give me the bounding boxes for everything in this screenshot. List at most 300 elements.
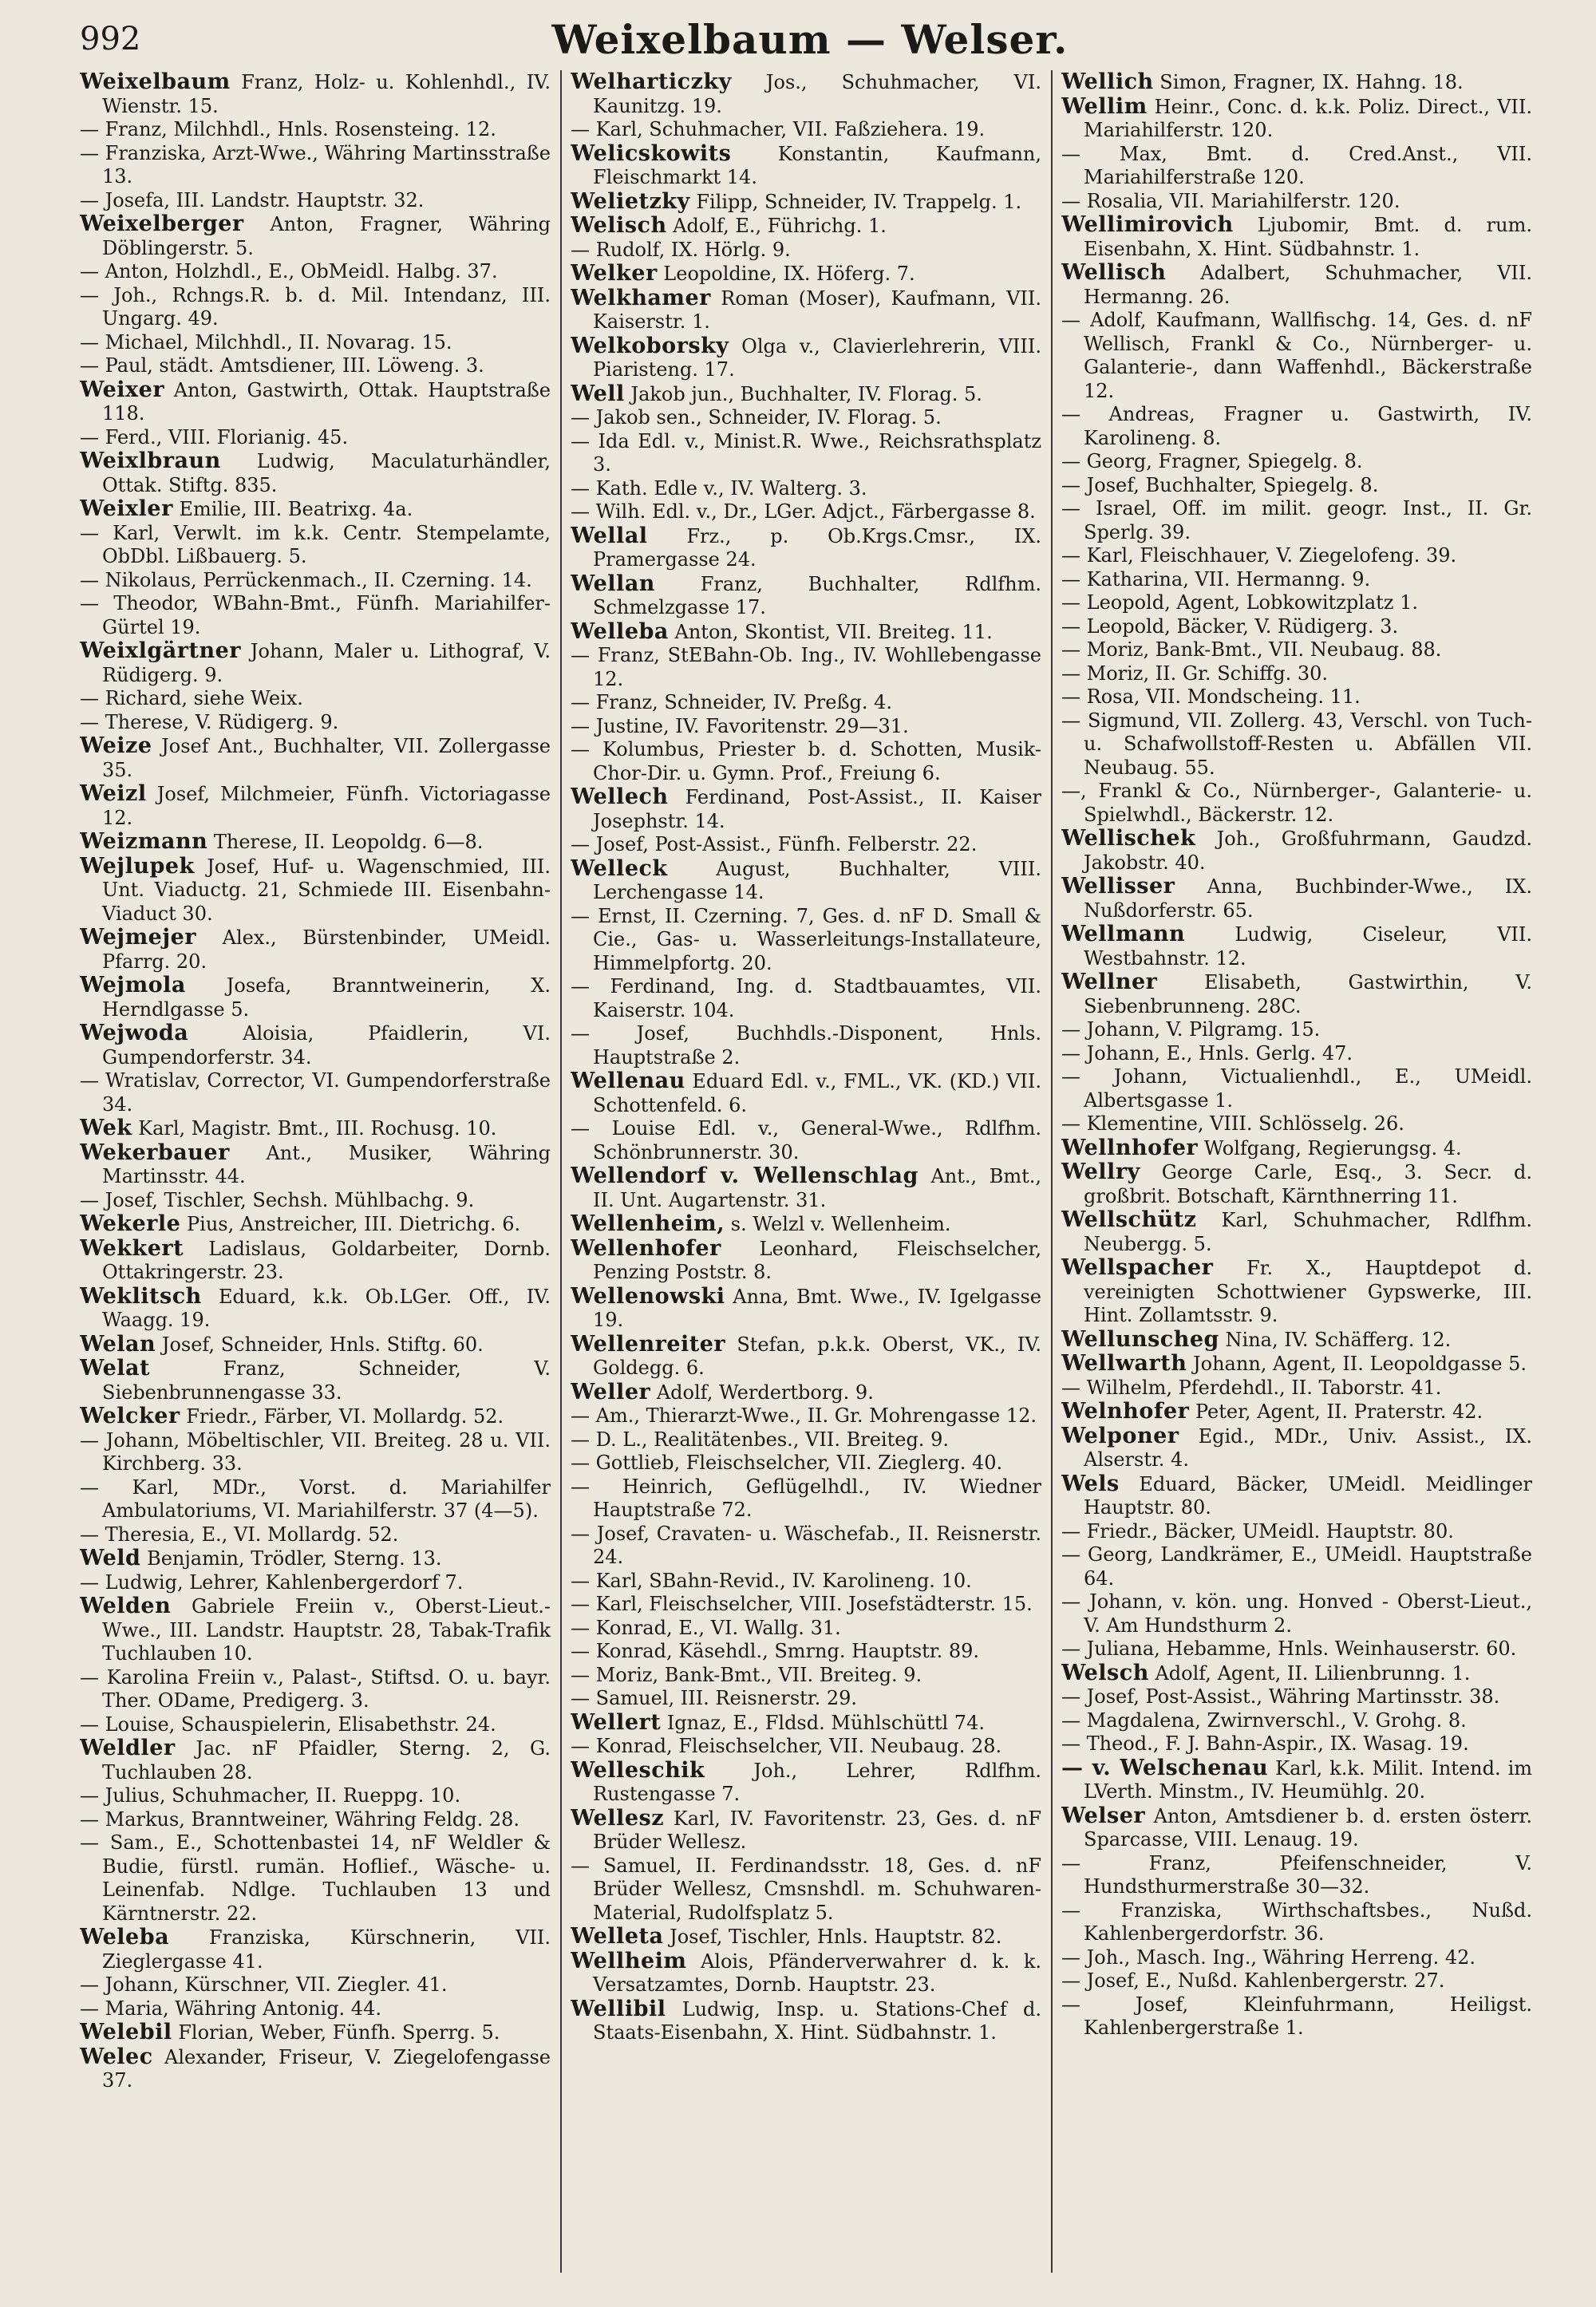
entry-details: — Justine, IV. Favoritenstr. 29—31. <box>571 714 909 737</box>
entry-details: — Gottlieb, Fleischselcher, VII. Zieglerg. 40. <box>571 1452 1003 1474</box>
entry-details: — Georg, Fragner, Spiegelg. 8. <box>1061 450 1363 472</box>
entry-details: — Leopold, Agent, Lobkowitzplatz 1. <box>1061 591 1418 614</box>
entry-surname: Welcker <box>80 1404 180 1428</box>
directory-entry <box>571 691 1041 715</box>
entry-details: — Samuel, II. Ferdinandsstr. 18, Ges. d. nF Brüder Wellesz, Cmsnshdl. m. Schuhwaren-Material, Rudolfsplatz 5. <box>571 1854 1041 1924</box>
entry-details: Adolf, Agent, II. Lilienbrunng. 1. <box>1148 1661 1471 1685</box>
entry-details: Stefan, p.k.k. Oberst, VK., IV. Goldegg. 6. <box>593 1333 1041 1379</box>
directory-entry <box>1061 1685 1532 1709</box>
directory-entry <box>571 1404 1041 1428</box>
entry-details: — Franziska, Arzt-Wwe., Währing Martinsstraße 13. <box>80 141 551 188</box>
directory-entry <box>571 500 1041 524</box>
entry-details: — Ferd., VIII. Florianig. 45. <box>80 425 349 448</box>
entry-details: — Maria, Währing Antonig. 44. <box>80 1997 381 2020</box>
entry-details: Franziska, Kürschnerin, VII. Zieglergasse 41. <box>102 1926 551 1973</box>
entry-details: Josef, Schneider, Hnls. Stiftg. 60. <box>156 1333 484 1356</box>
directory-entry <box>571 905 1041 976</box>
directory-entry <box>571 262 1041 286</box>
entry-details: Anton, Amtsdiener b. d. ersten österr. Sparcasse, VIII. Lenaug. 19. <box>1084 1804 1532 1851</box>
entry-details: Pius, Anstreicher, III. Dietrichg. 6. <box>180 1213 521 1235</box>
entry-details: George Carle, Esq., 3. Secr. d. großbrit. Botschaft, Kärnthnerring 11. <box>1084 1161 1532 1207</box>
directory-entry <box>1061 1756 1532 1804</box>
directory-entry <box>1061 1208 1532 1256</box>
directory-entry <box>571 382 1041 407</box>
entry-details: — Anton, Holzhdl., E., ObMeidl. Halbg. 37. <box>80 260 498 282</box>
directory-entry <box>1061 780 1532 827</box>
directory-entry <box>1061 970 1532 1018</box>
directory-entry <box>571 334 1041 382</box>
directory-entry <box>1061 827 1532 875</box>
entry-details: — Kolumbus, Priester b. d. Schotten, Musik-Chor-Dir. u. Gymn. Prof., Freiung 6. <box>571 738 1041 784</box>
directory-entry <box>1061 1328 1532 1353</box>
entry-details: — Kath. Edle v., IV. Walterg. 3. <box>571 476 867 500</box>
entry-details: Filipp, Schneider, IV. Trappelg. 1. <box>689 190 1022 213</box>
entry-details: Alexander, Friseur, V. Ziegelofengasse 37. <box>102 2045 551 2092</box>
directory-entry <box>80 189 551 213</box>
entry-details: Konstantin, Kaufmann, Fleischmarkt 14. <box>593 142 1041 188</box>
directory-entry <box>80 1713 551 1737</box>
entry-surname: Wellibil <box>571 1996 666 2021</box>
entry-surname: Welser <box>1061 1803 1146 1828</box>
entry-details: — Georg, Landkrämer, E., UMeidl. Hauptstraße 64. <box>1061 1543 1532 1590</box>
directory-entry <box>1061 1136 1532 1161</box>
entry-details: — Theodor, WBahn-Bmt., Fünfh. Mariahilfer-Gürtel 19. <box>80 592 551 638</box>
entry-surname: Wellisser <box>1061 874 1175 899</box>
directory-entry <box>1061 1400 1532 1424</box>
entry-details: Therese, II. Leopoldg. 6—8. <box>207 831 484 853</box>
directory-entry <box>80 331 551 355</box>
directory-entry <box>1061 403 1532 450</box>
entry-details: Joh., Lehrer, Rdlfhm. Rustengasse 7. <box>593 1759 1041 1805</box>
entry-details: Karl, IV. Favoritenstr. 23, Ges. d. nF Brüder Wellesz. <box>593 1807 1041 1853</box>
directory-entry <box>1061 1661 1532 1686</box>
entry-details: — Rosalia, VII. Mariahilferstr. 120. <box>1061 189 1400 212</box>
entry-surname: Wellenheim, <box>571 1211 725 1236</box>
directory-entry <box>571 1212 1041 1237</box>
directory-entry <box>571 1570 1041 1594</box>
entry-details: — Konrad, E., VI. Wallg. 31. <box>571 1616 841 1639</box>
entry-details: Olga v., Clavierlehrerin, VIII. Piaristeng. 17. <box>593 334 1041 381</box>
directory-entry <box>1061 568 1532 592</box>
directory-entry <box>571 477 1041 501</box>
entry-surname: Welietzky <box>571 188 690 214</box>
entry-details: Ant., Musiker, Währing Martinsstr. 44. <box>102 1141 551 1187</box>
entry-details: — Konrad, Käsehdl., Smrng. Hauptstr. 89. <box>571 1640 980 1662</box>
entry-surname: Wellendorf v. Wellenschlag <box>571 1163 918 1188</box>
entry-surname: Wejmola <box>80 973 186 997</box>
directory-entry <box>1061 638 1532 662</box>
entry-surname: Welan <box>80 1331 156 1357</box>
entry-details: Ladislaus, Goldarbeiter, Dornb. Ottakringerstr. 23. <box>102 1237 551 1283</box>
directory-entry <box>571 239 1041 263</box>
entry-details: Anna, Buchbinder-Wwe., IX. Nußdorferstr. 65. <box>1084 875 1532 922</box>
column-3 <box>1061 70 1532 2289</box>
entry-surname: Wellnhofer <box>1061 1135 1199 1160</box>
directory-entry <box>571 1997 1041 2045</box>
directory-entry <box>1061 1256 1532 1328</box>
entry-surname: Weize <box>80 733 152 758</box>
directory-entry <box>80 449 551 497</box>
directory-entry <box>1061 213 1532 261</box>
entry-surname: Wekerle <box>80 1211 181 1236</box>
entry-details: Anton, Skontist, VII. Breiteg. 11. <box>668 620 993 643</box>
entry-surname: Welleba <box>571 618 669 644</box>
entry-details: Jakob jun., Buchhalter, IV. Florag. 5. <box>624 382 982 405</box>
entry-details: — Sigmund, VII. Zollerg. 43, Verschl. von Tuch- u. Schafwollstoff-Resten u. Abfällen VII. Neubaug. 55. <box>1061 709 1532 779</box>
entry-details: — Samuel, III. Reisnerstr. 29. <box>571 1687 858 1709</box>
directory-entry <box>80 1021 551 1069</box>
directory-entry <box>1061 1590 1532 1637</box>
directory-entry <box>80 830 551 855</box>
directory-entry <box>1061 1732 1532 1756</box>
entry-details: Heinr., Conc. d. k.k. Poliz. Direct., VII. Mariahilferstr. 120. <box>1084 95 1532 141</box>
directory-entry <box>80 1571 551 1595</box>
entry-details: Wolfgang, Regierungsg. 4. <box>1198 1136 1462 1159</box>
entry-surname: Wek <box>80 1116 132 1140</box>
directory-entry <box>571 715 1041 739</box>
entry-surname: Welharticzky <box>571 70 732 94</box>
entry-details: Josef, Huf- u. Wagenschmied, III. Unt. Viaductg. 21, Schmiede III. Eisenbahn-Viaduct 30. <box>102 855 551 925</box>
entry-details: — Max, Bmt. d. Cred.Anst., VII. Mariahilferstraße 120. <box>1061 142 1532 188</box>
entry-details: Alex., Bürstenbinder, UMeidl. Pfarrg. 20. <box>102 926 551 973</box>
entry-surname: Weizl <box>80 781 147 806</box>
entry-surname: Wellheim <box>571 1948 687 1973</box>
directory-entry <box>1061 1543 1532 1590</box>
entry-details: — Franz, Milchhdl., Hnls. Rosensteing. 12. <box>80 118 496 140</box>
directory-entry <box>80 284 551 331</box>
directory-entry <box>571 1925 1041 1949</box>
directory-entry <box>80 212 551 260</box>
directory-entry <box>571 1475 1041 1523</box>
directory-entry <box>571 1117 1041 1164</box>
entry-surname: Wellert <box>571 1709 662 1735</box>
entry-details: — Paul, städt. Amtsdiener, III. Löweng. 3. <box>80 354 484 377</box>
entry-details: — Heinrich, Geflügelhdl., IV. Wiedner Hauptstraße 72. <box>571 1475 1041 1521</box>
entry-details: — Leopold, Bäcker, V. Rüdigerg. 3. <box>1061 614 1399 638</box>
directory-entry <box>80 1547 551 1571</box>
entry-surname: Welker <box>571 261 658 286</box>
directory-entry <box>1061 143 1532 190</box>
directory-entry <box>1061 450 1532 474</box>
directory-entry <box>80 639 551 687</box>
directory-entry <box>80 592 551 639</box>
entry-details: — Josef, Buchhdls.-Disponent, Hnls. Hauptstraße 2. <box>571 1022 1041 1069</box>
entry-surname: Welicskowits <box>571 140 732 166</box>
directory-entry <box>1061 685 1532 709</box>
entry-details: Peter, Agent, II. Praterstr. 42. <box>1189 1400 1483 1423</box>
directory-entry <box>80 782 551 830</box>
entry-details: Eduard, k.k. Ob.LGer. Off., IV. Waagg. 19. <box>102 1285 551 1331</box>
directory-entry <box>80 1404 551 1429</box>
entry-details: — Franz, Pfeifenschneider, V. Hundsthurmerstraße 30—32. <box>1061 1851 1532 1898</box>
directory-entry <box>80 1736 551 1784</box>
entry-details: Karl, Magistr. Bmt., III. Rochusg. 10. <box>132 1117 497 1140</box>
entry-details: — Jakob sen., Schneider, IV. Florag. 5. <box>571 406 942 429</box>
entry-details: Adalbert, Schuhmacher, VII. Hermanng. 26. <box>1084 262 1532 308</box>
directory-entry <box>80 1069 551 1116</box>
directory-entry <box>80 926 551 974</box>
entry-details: Jos., Schuhmacher, VI. Kaunitzg. 19. <box>593 71 1041 117</box>
directory-entry <box>571 785 1041 833</box>
entry-surname: Welnhofer <box>1061 1399 1190 1424</box>
directory-entry <box>1061 474 1532 498</box>
directory-entry <box>1061 1065 1532 1112</box>
entry-details: — Ida Edl. v., Minist.R. Wwe., Reichsrathsplatz 3. <box>571 429 1041 476</box>
directory-entry <box>571 1949 1041 1997</box>
directory-entry <box>80 734 551 782</box>
directory-entry <box>80 497 551 522</box>
directory-entry <box>1061 1112 1532 1136</box>
directory-entry <box>571 1164 1041 1212</box>
entry-details: —, Frankl & Co., Nürnberger-, Galanterie- u. Spielwhdl., Bäckerstr. 12. <box>1061 780 1532 826</box>
entry-details: — Sam., E., Schottenbastei 14, nF Weldler & Budie, fürstl. rumän. Hoflief., Wäsche- u. Leinenfab. Ndlge. Tuchlauben 13 und Kärntnerstr. 22. <box>80 1831 551 1925</box>
entry-surname: Wellspacher <box>1061 1255 1214 1280</box>
directory-entry <box>80 1285 551 1333</box>
entry-surname: — v. Welschenau <box>1061 1755 1269 1780</box>
directory-entry <box>571 406 1041 430</box>
entry-details: — Louise, Schauspielerin, Elisabethstr. 24. <box>80 1712 496 1736</box>
entry-details: Egid., MDr., Univ. Assist., IX. Alserstr. 4. <box>1084 1424 1532 1471</box>
entry-details: s. Welzl v. Wellenheim. <box>725 1213 951 1235</box>
directory-entry <box>80 70 551 118</box>
directory-entry <box>80 855 551 926</box>
directory-entry <box>571 738 1041 785</box>
directory-entry <box>1061 1993 1532 2040</box>
entry-details: Anton, Gastwirth, Ottak. Hauptstraße 118. <box>102 378 551 425</box>
entry-details: — Wilh. Edl. v., Dr., LGer. Adjct., Färbergasse 8. <box>571 500 1036 523</box>
entry-details: — Ludwig, Lehrer, Kahlenbergerdorf 7. <box>80 1570 464 1594</box>
directory-entry <box>1061 1946 1532 1970</box>
directory-entry <box>1061 309 1532 403</box>
entry-details: Simon, Fragner, IX. Hahng. 18. <box>1153 71 1464 93</box>
entry-surname: Wellech <box>571 784 669 809</box>
directory-entry <box>571 1687 1041 1711</box>
directory-entry <box>80 1831 551 1926</box>
entry-details: — Franziska, Wirthschaftsbes., Nußd. Kahlenbergerdorfstr. 36. <box>1061 1898 1532 1945</box>
entry-details: — Karl, Fleischhauer, V. Ziegelofeng. 39. <box>1061 544 1457 567</box>
entry-details: Roman (Moser), Kaufmann, VII. Kaiserstr. 1. <box>593 286 1041 333</box>
entry-details: — Juliana, Hebamme, Hnls. Weinhauserstr. 60. <box>1061 1637 1517 1660</box>
directory-entry <box>571 1381 1041 1405</box>
entry-details: August, Buchhalter, VIII. Lerchengasse 14. <box>593 857 1041 903</box>
entry-surname: Welkhamer <box>571 285 711 310</box>
directory-entry <box>80 1973 551 1997</box>
entry-surname: Wellschütz <box>1061 1207 1197 1232</box>
entry-details: Franz, Schneider, V. Siebenbrunnengasse 33. <box>102 1357 551 1404</box>
directory-entry <box>571 1593 1041 1617</box>
column-rule <box>1051 70 1053 2273</box>
directory-entry <box>80 2045 551 2093</box>
directory-entry <box>571 1664 1041 1688</box>
directory-entry <box>80 1997 551 2021</box>
directory-entry <box>80 1237 551 1285</box>
directory-entry <box>1061 615 1532 639</box>
entry-surname: Weixlbraun <box>80 448 221 473</box>
entry-surname: Weizmann <box>80 829 208 854</box>
directory-entry <box>80 1808 551 1832</box>
entry-surname: Wels <box>1061 1471 1120 1496</box>
entry-details: — Johann, Möbeltischler, VII. Breiteg. 28 u. VII. Kirchberg. 33. <box>80 1428 551 1475</box>
page-number: 992 <box>80 21 141 57</box>
entry-surname: Wejwoda <box>80 1021 189 1045</box>
entry-details: — Joh., Masch. Ing., Währing Herreng. 42. <box>1061 1946 1476 1969</box>
entry-details: Adolf, Werdertborg. 9. <box>650 1381 874 1404</box>
entry-surname: Weller <box>571 1379 651 1404</box>
entry-surname: Wellischek <box>1061 826 1196 851</box>
entry-details: Emilie, III. Beatrixg. 4a. <box>172 498 413 520</box>
entry-details: Gabriele Freiin v., Oberst-Lieut.-Wwe., III. Landstr. Hauptstr. 28, Tabak-Trafik Tuchlauben 10. <box>102 1595 551 1665</box>
entry-details: Franz, Buchhalter, Rdlfhm. Schmelzgasse 17. <box>593 572 1041 618</box>
directory-entry <box>1061 922 1532 970</box>
directory-entry <box>571 430 1041 477</box>
entry-details: Anton, Fragner, Währing Döblingerstr. 5. <box>102 213 551 259</box>
entry-details: Franz, Holz- u. Kohlenhdl., IV. Wienstr. 15. <box>102 71 551 117</box>
entry-details: — Karl, Fleischselcher, VIII. Josefstädterstr. 15. <box>571 1593 1033 1615</box>
directory-entry <box>1061 95 1532 143</box>
entry-details: Joh., Großfuhrmann, Gaudzd. Jakobstr. 40. <box>1084 828 1532 874</box>
directory-entry <box>571 1759 1041 1807</box>
entry-details: — Franz, Schneider, IV. Preßg. 4. <box>571 691 893 713</box>
entry-surname: Weldler <box>80 1736 176 1760</box>
entry-details: Eduard Edl. v., FML., VK. (KD.) VII. Schottenfeld. 6. <box>593 1070 1041 1116</box>
entry-details: Jac. nF Pfaidler, Sterng. 2, G. Tuchlauben 28. <box>102 1737 551 1784</box>
entry-details: — Josef, Tischler, Sechsh. Mühlbachg. 9. <box>80 1188 475 1211</box>
directory-entry <box>571 524 1041 572</box>
entry-details: — Adolf, Kaufmann, Wallfischg. 14, Ges. d. nF Wellisch, Frankl & Co., Nürnberger- u. Galanterie-, dann Waffenhdl., Bäckerstraße 12. <box>1061 309 1532 402</box>
entry-surname: Weleba <box>80 1925 170 1949</box>
entry-details: — Am., Thierarzt-Wwe., II. Gr. Mohrengasse 12. <box>571 1404 1037 1427</box>
entry-details: Adolf, E., Führichg. 1. <box>666 215 887 237</box>
entry-details: — Markus, Branntweiner, Währing Feldg. 28. <box>80 1807 520 1831</box>
entry-surname: Welisch <box>571 213 667 238</box>
entry-details: — D. L., Realitätenbes., VII. Breiteg. 9. <box>571 1428 949 1451</box>
entry-details: Ljubomir, Bmt. d. rum. Eisenbahn, X. Hint. Südbahnstr. 1. <box>1084 214 1532 260</box>
entry-details: Florian, Weber, Fünfh. Sperrg. 5. <box>172 2021 500 2044</box>
entry-details: — Josefa, III. Landstr. Hauptstr. 32. <box>80 188 425 211</box>
entry-surname: Welleschik <box>571 1757 705 1783</box>
directory-entry <box>80 354 551 378</box>
entry-surname: Wellesz <box>571 1805 665 1831</box>
entry-details: — Ernst, II. Czerning. 7, Ges. d. nF D. Small & Cie., Gas- u. Wasserleitungs-Installateure, Himmelpfortg. 20. <box>571 904 1041 974</box>
entry-details: — Ferdinand, Ing. d. Stadtbauamtes, VII. Kaiserstr. 104. <box>571 975 1041 1021</box>
entry-details: — Johann, V. Pilgramg. 15. <box>1061 1018 1321 1041</box>
entry-surname: Welleta <box>571 1924 664 1949</box>
entry-details: Johann, Agent, II. Leopoldgasse 5. <box>1187 1353 1527 1375</box>
directory-entry <box>1061 1472 1532 1520</box>
entry-surname: Weixlgärtner <box>80 638 242 663</box>
entry-surname: Wellich <box>1061 70 1154 94</box>
entry-details: Johann, Maler u. Lithograf, V. Rüdigerg. 9. <box>102 640 551 686</box>
entry-details: — Josef, E., Nußd. Kahlenbergerstr. 27. <box>1061 1969 1445 1992</box>
directory-entry <box>80 522 551 569</box>
entry-surname: Weixler <box>80 496 173 521</box>
directory-entry <box>80 118 551 142</box>
directory-entry <box>1061 70 1532 95</box>
entry-surname: Wellim <box>1061 93 1148 119</box>
entry-details: — Theod., F. J. Bahn-Aspir., IX. Wasag. 19. <box>1061 1732 1469 1755</box>
entry-details: — Therese, V. Rüdigerg. 9. <box>80 710 339 733</box>
entry-details: Ant., Bmt., II. Unt. Augartenstr. 31. <box>593 1165 1041 1211</box>
directory-entry <box>571 1333 1041 1381</box>
entry-details: — Richard, siehe Weix. <box>80 687 303 709</box>
directory-entry <box>80 711 551 735</box>
entry-details: Ferdinand, Post-Assist., II. Kaiser Josephstr. 14. <box>593 786 1041 832</box>
entry-surname: Weklitsch <box>80 1283 202 1309</box>
entry-details: — Israel, Off. im milit. geogr. Inst., II. Gr. Sperlg. 39. <box>1061 497 1532 543</box>
entry-details: Eduard, Bäcker, UMeidl. Meidlinger Hauptstr. 80. <box>1084 1472 1532 1519</box>
entry-details: Aloisia, Pfaidlerin, VI. Gumpendorferstr. 34. <box>102 1022 551 1069</box>
directory-entry <box>80 378 551 426</box>
entry-details: — Joh., Rchngs.R. b. d. Mil. Intendanz, III. Ungarg. 49. <box>80 283 551 330</box>
entry-details: — Franz, StEBahn-Ob. Ing., IV. Wohllebengasse 12. <box>571 644 1041 690</box>
entry-surname: Wellisch <box>1061 260 1167 285</box>
directory-entry <box>571 620 1041 645</box>
directory-entry <box>571 975 1041 1022</box>
directory-entry <box>80 1476 551 1523</box>
directory-entry <box>80 1212 551 1237</box>
entry-details: — Wilhelm, Pferdehdl., II. Taborstr. 41. <box>1061 1376 1442 1399</box>
directory-entry <box>571 1523 1041 1570</box>
entry-details: Nina, IV. Schäfferg. 12. <box>1219 1328 1452 1351</box>
entry-details: — Johann, v. kön. ung. Honved - Oberst-Lieut., V. Am Hundsthurm 2. <box>1061 1590 1532 1637</box>
entry-details: Ludwig, Insp. u. Stations-Chef d. Staats-Eisenbahn, X. Hint. Südbahnstr. 1. <box>593 1997 1041 2044</box>
entry-details: — Friedr., Bäcker, UMeidl. Hauptstr. 80. <box>1061 1519 1454 1543</box>
entry-details: — Theresia, E., VI. Mollardg. 52. <box>80 1523 399 1546</box>
directory-entry <box>1061 1969 1532 1993</box>
entry-surname: Wellmann <box>1061 922 1186 946</box>
entry-details: — Karl, MDr., Vorst. d. Mariahilfer Ambulatoriums, VI. Mariahilferstr. 37 (4—5). <box>80 1475 551 1522</box>
directory-entry <box>1061 1852 1532 1899</box>
entry-details: — Karl, SBahn-Revid., IV. Karolineng. 10. <box>571 1569 972 1592</box>
entry-surname: Weld <box>80 1546 141 1570</box>
directory-entry <box>80 1189 551 1213</box>
entry-surname: Wekerbauer <box>80 1140 230 1165</box>
entry-surname: Wellan <box>571 571 655 596</box>
directory-entry <box>1061 1804 1532 1852</box>
entry-details: — Moriz, Bank-Bmt., VII. Breiteg. 9. <box>571 1663 922 1686</box>
entry-details: — Karl, Schuhmacher, VII. Faßziehera. 19. <box>571 118 986 140</box>
entry-details: Elisabeth, Gastwirthin, V. Siebenbrunneng. 28C. <box>1084 971 1532 1017</box>
entry-surname: Wellunscheg <box>1061 1326 1219 1352</box>
directory-entry <box>571 118 1041 142</box>
entry-details: Fr. X., Hauptdepot d. vereinigten Schottwiener Gypswerke, III. Hint. Zollamtsstr. 9. <box>1084 1257 1532 1326</box>
entry-details: — Josef, Post-Assist., Fünfh. Felberstr. 22. <box>571 833 978 855</box>
entry-details: Josef, Milchmeier, Fünfh. Victoriagasse 12. <box>102 783 551 829</box>
directory-entry <box>80 1141 551 1189</box>
entry-surname: Wellimirovich <box>1061 212 1234 237</box>
directory-entry <box>571 1452 1041 1475</box>
entry-surname: Wellenhofer <box>571 1235 721 1261</box>
page-header <box>80 14 1540 70</box>
directory-entry <box>80 1784 551 1808</box>
entry-details: Friedr., Färber, VI. Mollardg. 52. <box>180 1405 504 1428</box>
directory-entry <box>1061 544 1532 568</box>
directory-entry <box>1061 1709 1532 1733</box>
entry-surname: Wellry <box>1061 1159 1140 1184</box>
directory-entry <box>1061 1042 1532 1066</box>
entry-details: — Josef, Cravaten- u. Wäschefab., II. Reisnerstr. 24. <box>571 1522 1041 1568</box>
directory-entry <box>1061 1160 1532 1208</box>
entry-surname: Wejmejer <box>80 925 196 950</box>
entry-surname: Wellal <box>571 523 648 548</box>
directory-entry <box>80 1116 551 1141</box>
entry-surname: Welsch <box>1061 1660 1149 1685</box>
column-rule <box>560 70 562 2273</box>
directory-entry <box>1061 591 1532 615</box>
directory-entry <box>80 2021 551 2045</box>
entry-surname: Wellenau <box>571 1069 685 1093</box>
entry-details: Josefa, Branntweinerin, X. Herndlgasse 5. <box>102 974 551 1021</box>
